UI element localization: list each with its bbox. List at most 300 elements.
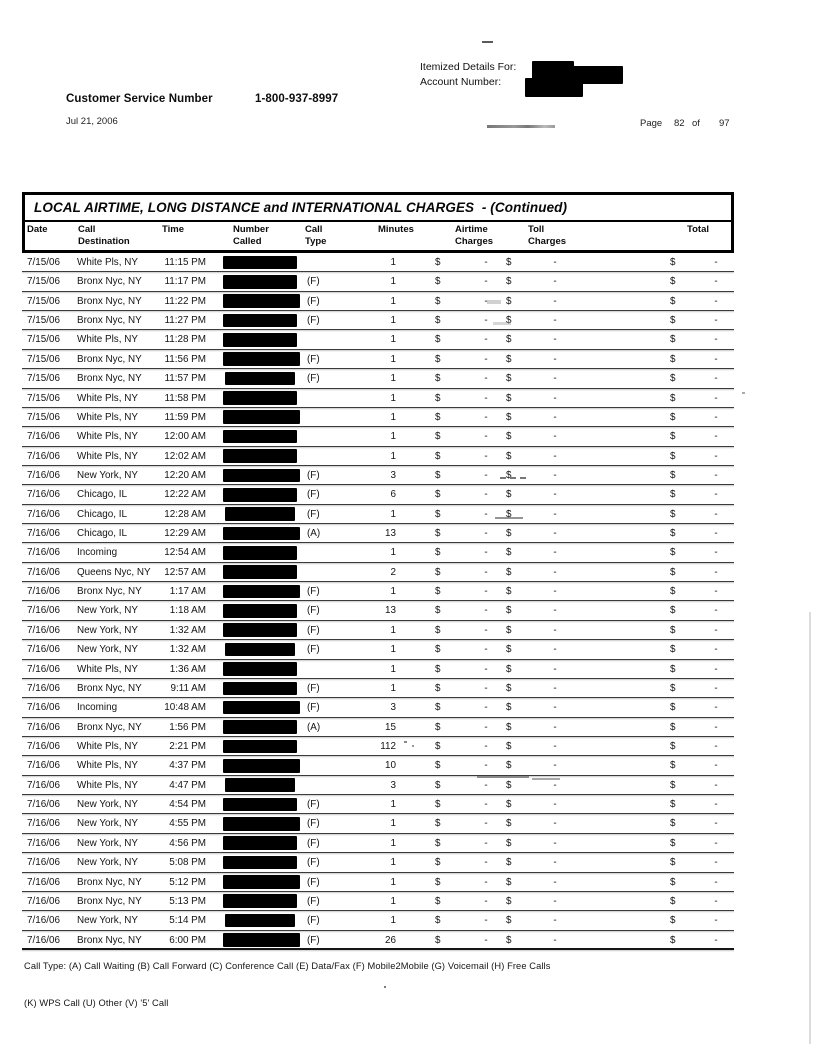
table-row: [22, 931, 734, 950]
minutes: 1: [390, 799, 396, 811]
total-amount: -: [714, 740, 718, 752]
total-amount: -: [714, 760, 718, 772]
total-amount: -: [714, 315, 718, 327]
call-time: 12:57 AM: [164, 566, 206, 578]
toll-currency: $: [506, 257, 512, 268]
minutes: 1: [390, 373, 396, 385]
toll-amount: -: [553, 934, 557, 946]
toll-currency: $: [506, 392, 512, 404]
total-currency: $: [670, 702, 676, 714]
call-type: (F): [307, 934, 320, 946]
total-currency: $: [670, 528, 676, 540]
minutes: 3: [390, 469, 396, 481]
total-amount: -: [714, 624, 718, 636]
minutes: 15: [385, 721, 396, 733]
total-amount: -: [714, 876, 718, 888]
call-destination: White Pls, NY: [77, 411, 138, 423]
total-amount: -: [714, 392, 718, 404]
toll-currency: $: [506, 915, 512, 927]
call-destination: Chicago, IL: [77, 508, 127, 520]
call-type: (F): [307, 508, 320, 520]
call-time: 11:17 PM: [164, 276, 206, 288]
scan-artifact: [482, 41, 493, 43]
toll-amount: -: [553, 605, 557, 617]
total-currency: $: [670, 934, 676, 946]
call-time: 4:54 PM: [169, 799, 206, 811]
airtime-currency: $: [435, 508, 441, 520]
table-row: [22, 795, 734, 814]
page-number: 82: [674, 118, 685, 129]
table-row: [22, 621, 734, 640]
call-type: (F): [307, 799, 320, 811]
total-currency: $: [670, 740, 676, 752]
call-type-legend-line1: Call Type: (A) Call Waiting (B) Call Forward (C) Conference Call (E) Data/Fax (F) Mobile2Mobile (G) Voicemail (H) Free Calls: [24, 961, 551, 971]
toll-amount: -: [553, 721, 557, 733]
total-currency: $: [670, 353, 676, 365]
call-time: 12:20 AM: [164, 469, 206, 481]
call-date: 7/15/06: [27, 334, 60, 346]
call-time: 11:57 PM: [164, 373, 206, 385]
toll-currency: $: [506, 469, 512, 481]
total-amount: -: [714, 779, 718, 791]
number-called-redaction: [223, 933, 300, 947]
toll-amount: -: [553, 295, 557, 307]
total-currency: $: [670, 895, 676, 907]
total-currency: $: [670, 489, 676, 501]
call-time: 1:32 AM: [169, 624, 206, 636]
total-currency: $: [670, 276, 676, 288]
call-destination: White Pls, NY: [77, 431, 138, 443]
table-row: [22, 640, 734, 659]
call-time: 2:21 PM: [169, 740, 206, 752]
table-row: [22, 563, 734, 582]
toll-amount: -: [553, 353, 557, 365]
number-called-redaction: [223, 256, 297, 270]
airtime-currency: $: [435, 682, 441, 694]
toll-amount: -: [553, 682, 557, 694]
toll-amount: -: [553, 624, 557, 636]
airtime-amount: -: [484, 566, 488, 578]
call-date: 7/15/06: [27, 411, 60, 423]
airtime-currency: $: [435, 547, 441, 559]
total-currency: $: [670, 857, 676, 869]
airtime-amount: -: [484, 682, 488, 694]
airtime-amount: -: [484, 644, 488, 656]
total-amount: -: [714, 799, 718, 811]
minutes: 1: [390, 431, 396, 443]
call-time: 11:15 PM: [164, 257, 206, 268]
toll-currency: $: [506, 315, 512, 327]
toll-amount: -: [553, 315, 557, 327]
toll-amount: -: [553, 528, 557, 540]
table-row: [22, 447, 734, 466]
number-called-redaction: [223, 604, 297, 618]
total-amount: -: [714, 276, 718, 288]
airtime-amount: -: [484, 895, 488, 907]
column-header-date: Date: [27, 224, 48, 235]
minutes: 1: [390, 663, 396, 675]
toll-amount: -: [553, 450, 557, 462]
airtime-amount: -: [484, 392, 488, 404]
airtime-currency: $: [435, 605, 441, 617]
toll-amount: -: [553, 566, 557, 578]
toll-currency: $: [506, 431, 512, 443]
airtime-amount: -: [484, 605, 488, 617]
call-type: (F): [307, 915, 320, 927]
call-date: 7/16/06: [27, 663, 60, 675]
table-row: [22, 427, 734, 446]
airtime-amount: -: [484, 315, 488, 327]
call-date: 7/16/06: [27, 818, 60, 830]
table-row: [22, 756, 734, 775]
number-called-redaction: [223, 662, 297, 676]
table-row: [22, 679, 734, 698]
call-destination: Bronx Nyc, NY: [77, 276, 142, 288]
airtime-amount: -: [484, 857, 488, 869]
number-called-redaction: [225, 507, 295, 521]
page-label: Page: [640, 118, 663, 129]
number-called-redaction: [223, 836, 297, 850]
call-destination: Bronx Nyc, NY: [77, 353, 142, 365]
call-time: 5:13 PM: [169, 895, 206, 907]
airtime-amount: -: [484, 915, 488, 927]
table-row: [22, 834, 734, 853]
toll-currency: $: [506, 837, 512, 849]
total-amount: -: [714, 857, 718, 869]
column-header-call-destination: Call Destination: [78, 224, 130, 247]
redaction-box-account: [525, 78, 583, 97]
total-amount: -: [714, 586, 718, 598]
total-currency: $: [670, 469, 676, 481]
call-destination: New York, NY: [77, 915, 138, 927]
call-date: 7/16/06: [27, 740, 60, 752]
toll-amount: -: [553, 779, 557, 791]
total-amount: -: [714, 644, 718, 656]
number-called-redaction: [223, 720, 297, 734]
total-currency: $: [670, 799, 676, 811]
call-date: 7/16/06: [27, 624, 60, 636]
toll-currency: $: [506, 547, 512, 559]
call-destination: Bronx Nyc, NY: [77, 934, 142, 946]
call-destination: New York, NY: [77, 857, 138, 869]
call-time: 6:00 PM: [169, 934, 206, 946]
call-date: 7/16/06: [27, 895, 60, 907]
number-called-redaction: [223, 314, 297, 328]
call-time: 11:28 PM: [164, 334, 206, 346]
call-destination: Bronx Nyc, NY: [77, 721, 142, 733]
number-called-redaction: [223, 875, 300, 889]
airtime-currency: $: [435, 528, 441, 540]
airtime-currency: $: [435, 257, 441, 268]
call-type: (F): [307, 373, 320, 385]
total-amount: -: [714, 547, 718, 559]
toll-currency: $: [506, 702, 512, 714]
minutes: 1: [390, 392, 396, 404]
toll-amount: -: [553, 915, 557, 927]
minutes: 1: [390, 411, 396, 423]
minutes: 1: [390, 682, 396, 694]
table-row: [22, 660, 734, 679]
table-row: [22, 873, 734, 892]
table-row: [22, 543, 734, 562]
airtime-amount: -: [484, 876, 488, 888]
airtime-amount: -: [484, 702, 488, 714]
minutes: 1: [390, 857, 396, 869]
number-called-redaction: [223, 585, 300, 599]
call-type: (F): [307, 857, 320, 869]
number-called-redaction: [223, 391, 297, 405]
call-destination: New York, NY: [77, 818, 138, 830]
call-date: 7/15/06: [27, 392, 60, 404]
toll-amount: -: [553, 334, 557, 346]
toll-currency: $: [506, 876, 512, 888]
call-time: 11:22 PM: [164, 295, 206, 307]
toll-amount: -: [553, 431, 557, 443]
number-called-redaction: [223, 701, 300, 715]
toll-currency: $: [506, 721, 512, 733]
itemized-details-label: Itemized Details For:: [420, 61, 517, 73]
call-time: 5:14 PM: [169, 915, 206, 927]
number-called-redaction: [223, 275, 297, 289]
table-row: [22, 408, 734, 427]
call-date: 7/16/06: [27, 566, 60, 578]
number-called-redaction: [223, 759, 300, 773]
toll-amount: -: [553, 469, 557, 481]
call-time: 4:55 PM: [169, 818, 206, 830]
column-header-toll-charges: Toll Charges: [528, 224, 567, 247]
toll-currency: $: [506, 373, 512, 385]
call-type: (F): [307, 837, 320, 849]
call-date: 7/16/06: [27, 857, 60, 869]
airtime-currency: $: [435, 334, 441, 346]
airtime-currency: $: [435, 799, 441, 811]
call-time: 12:22 AM: [164, 489, 206, 501]
number-called-redaction: [225, 372, 295, 386]
call-destination: Bronx Nyc, NY: [77, 373, 142, 385]
total-amount: -: [714, 469, 718, 481]
column-header-airtime-charges: Airtime Charges: [455, 224, 494, 247]
minutes: 1: [390, 895, 396, 907]
call-destination: White Pls, NY: [77, 450, 138, 462]
table-row: [22, 853, 734, 872]
airtime-currency: $: [435, 469, 441, 481]
airtime-currency: $: [435, 392, 441, 404]
toll-amount: -: [553, 586, 557, 598]
call-time: 1:18 AM: [169, 605, 206, 617]
call-destination: White Pls, NY: [77, 779, 138, 791]
table-row: [22, 292, 734, 311]
page-of-label: of: [692, 118, 700, 129]
total-currency: $: [670, 450, 676, 462]
minutes: 1: [390, 257, 396, 268]
call-time: 1:32 AM: [169, 644, 206, 656]
number-called-redaction: [223, 682, 297, 696]
table-row: [22, 911, 734, 930]
airtime-currency: $: [435, 450, 441, 462]
total-currency: $: [670, 566, 676, 578]
call-date: 7/16/06: [27, 799, 60, 811]
call-time: 12:28 AM: [164, 508, 206, 520]
airtime-amount: -: [484, 411, 488, 423]
toll-currency: $: [506, 334, 512, 346]
call-date: 7/16/06: [27, 508, 60, 520]
toll-amount: -: [553, 702, 557, 714]
total-currency: $: [670, 586, 676, 598]
call-destination: New York, NY: [77, 837, 138, 849]
toll-currency: $: [506, 663, 512, 675]
total-amount: -: [714, 528, 718, 540]
toll-currency: $: [506, 760, 512, 772]
toll-amount: -: [553, 489, 557, 501]
airtime-amount: -: [484, 431, 488, 443]
toll-currency: $: [506, 644, 512, 656]
airtime-amount: -: [484, 799, 488, 811]
airtime-currency: $: [435, 644, 441, 656]
toll-currency: $: [506, 276, 512, 288]
airtime-currency: $: [435, 837, 441, 849]
call-time: 12:54 AM: [164, 547, 206, 559]
minutes: 112: [380, 740, 396, 752]
airtime-currency: $: [435, 566, 441, 578]
minutes: 6: [390, 489, 396, 501]
call-destination: White Pls, NY: [77, 760, 138, 772]
total-pages: 97: [719, 118, 730, 129]
total-currency: $: [670, 373, 676, 385]
call-type: (A): [307, 528, 321, 540]
total-amount: -: [714, 895, 718, 907]
number-called-redaction: [223, 817, 300, 831]
number-called-redaction: [223, 333, 297, 347]
call-date: 7/15/06: [27, 353, 60, 365]
call-date: 7/16/06: [27, 528, 60, 540]
airtime-currency: $: [435, 818, 441, 830]
call-destination: Chicago, IL: [77, 528, 127, 540]
airtime-amount: -: [484, 450, 488, 462]
table-row: [22, 892, 734, 911]
toll-currency: $: [506, 605, 512, 617]
airtime-amount: -: [484, 276, 488, 288]
minutes: 3: [390, 779, 396, 791]
table-rows: [22, 253, 734, 950]
toll-currency: $: [506, 857, 512, 869]
minutes: 2: [390, 566, 396, 578]
table-row: [22, 466, 734, 485]
airtime-amount: -: [484, 837, 488, 849]
toll-currency: $: [506, 586, 512, 598]
toll-amount: -: [553, 411, 557, 423]
airtime-currency: $: [435, 721, 441, 733]
charges-table: [22, 192, 734, 253]
airtime-amount: -: [484, 528, 488, 540]
call-destination: New York, NY: [77, 605, 138, 617]
minutes: 1: [390, 295, 396, 307]
toll-amount: -: [553, 818, 557, 830]
total-currency: $: [670, 779, 676, 791]
toll-amount: -: [553, 392, 557, 404]
table-row: [22, 389, 734, 408]
total-currency: $: [670, 915, 676, 927]
total-currency: $: [670, 682, 676, 694]
call-destination: White Pls, NY: [77, 392, 138, 404]
toll-currency: $: [506, 779, 512, 791]
call-date: 7/16/06: [27, 721, 60, 733]
total-amount: -: [714, 489, 718, 501]
table-column-headers: [25, 222, 731, 250]
total-amount: -: [714, 934, 718, 946]
table-row: [22, 776, 734, 795]
call-time: 12:00 AM: [164, 431, 206, 443]
airtime-currency: $: [435, 663, 441, 675]
total-amount: -: [714, 508, 718, 520]
total-amount: -: [714, 566, 718, 578]
number-called-redaction: [223, 894, 297, 908]
total-amount: -: [714, 837, 718, 849]
call-time: 12:29 AM: [164, 528, 206, 540]
call-date: 7/16/06: [27, 760, 60, 772]
airtime-currency: $: [435, 431, 441, 443]
minutes: 1: [390, 353, 396, 365]
total-amount: -: [714, 295, 718, 307]
total-currency: $: [670, 392, 676, 404]
call-time: 12:02 AM: [164, 450, 206, 462]
airtime-amount: -: [484, 760, 488, 772]
toll-currency: $: [506, 295, 512, 307]
column-header-minutes: Minutes: [378, 224, 414, 235]
number-called-redaction: [223, 449, 297, 463]
call-type: (F): [307, 586, 320, 598]
call-destination: White Pls, NY: [77, 663, 138, 675]
airtime-amount: -: [484, 257, 488, 268]
minutes: 1: [390, 837, 396, 849]
call-type: (F): [307, 315, 320, 327]
total-currency: $: [670, 605, 676, 617]
minutes: 1: [390, 276, 396, 288]
statement-date: Jul 21, 2006: [66, 116, 118, 127]
call-destination: Bronx Nyc, NY: [77, 295, 142, 307]
column-header-call-type: Call Type: [305, 224, 327, 247]
total-currency: $: [670, 508, 676, 520]
airtime-amount: -: [484, 334, 488, 346]
customer-service-label: Customer Service Number: [66, 93, 213, 105]
call-date: 7/16/06: [27, 702, 60, 714]
airtime-amount: -: [484, 663, 488, 675]
total-amount: -: [714, 818, 718, 830]
call-destination: White Pls, NY: [77, 257, 138, 268]
call-type: (F): [307, 353, 320, 365]
airtime-currency: $: [435, 702, 441, 714]
call-type-legend-line2: (K) WPS Call (U) Other (V) '5' Call: [24, 998, 169, 1008]
column-header-number-called: Number Called: [233, 224, 269, 247]
airtime-amount: -: [484, 373, 488, 385]
number-called-redaction: [223, 856, 297, 870]
call-destination: Bronx Nyc, NY: [77, 586, 142, 598]
minutes: 1: [390, 624, 396, 636]
airtime-currency: $: [435, 876, 441, 888]
total-amount: -: [714, 702, 718, 714]
airtime-currency: $: [435, 895, 441, 907]
call-destination: Bronx Nyc, NY: [77, 876, 142, 888]
toll-amount: -: [553, 257, 557, 268]
toll-amount: -: [553, 740, 557, 752]
call-destination: White Pls, NY: [77, 334, 138, 346]
total-currency: $: [670, 721, 676, 733]
total-amount: -: [714, 373, 718, 385]
call-type: (F): [307, 276, 320, 288]
call-date: 7/15/06: [27, 257, 60, 268]
call-date: 7/16/06: [27, 605, 60, 617]
toll-amount: -: [553, 857, 557, 869]
call-date: 7/16/06: [27, 837, 60, 849]
